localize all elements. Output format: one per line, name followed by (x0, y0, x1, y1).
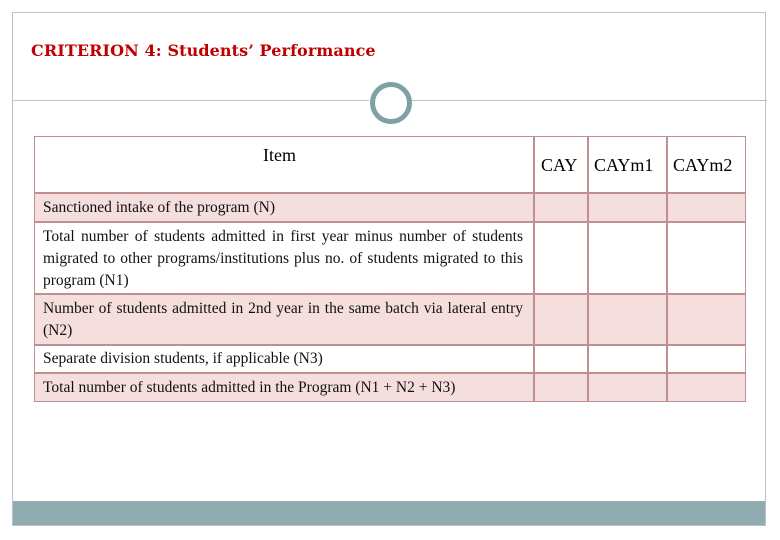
divider-line-left (13, 100, 369, 101)
ring-icon (370, 82, 412, 124)
header-cay-cell (534, 136, 588, 193)
caym2-value-cell (667, 294, 746, 345)
caym2-value-cell (667, 345, 746, 373)
row-label: Total number of students admitted in the Program (N1 + N2 + N3) (43, 379, 456, 396)
row-label: Sanctioned intake of the program (N) (43, 199, 275, 216)
header-caym1: CAYm1 (594, 155, 654, 175)
caym1-value-cell (588, 373, 667, 402)
table-row (34, 222, 534, 294)
cay-value-cell (534, 222, 588, 294)
caym1-value-cell (588, 222, 667, 294)
caym2-value-cell (667, 193, 746, 222)
caym2-value-cell (667, 373, 746, 402)
footer-bar (13, 501, 765, 525)
table-row (34, 294, 534, 345)
row-label: Total number of students admitted in first year minus number of students migrated to other programs/institutions plus no. of students migrated to this program (N1) (43, 228, 523, 289)
caym1-value-cell (588, 345, 667, 373)
divider-line-right (412, 100, 767, 101)
cay-value-cell (534, 294, 588, 345)
caym2-value-cell (667, 222, 746, 294)
header-caym2-cell (667, 136, 746, 193)
header-caym2: CAYm2 (673, 155, 733, 175)
cay-value-cell (534, 373, 588, 402)
cay-value-cell (534, 345, 588, 373)
caym1-value-cell (588, 294, 667, 345)
row-label: Separate division students, if applicable (N3) (43, 350, 323, 367)
caym1-value-cell (588, 193, 667, 222)
row-label: Number of students admitted in 2nd year in the same batch via lateral entry (N2) (43, 300, 523, 339)
header-item-cell (34, 136, 534, 193)
table-row (34, 345, 534, 373)
cay-value-cell (534, 193, 588, 222)
slide-title: CRITERION 4: Students’ Performance (31, 41, 376, 60)
header-item: Item (263, 145, 296, 165)
students-table (34, 136, 746, 402)
table-row (34, 373, 534, 402)
table-row (34, 193, 534, 222)
header-caym1-cell (588, 136, 667, 193)
header-cay: CAY (541, 155, 578, 175)
